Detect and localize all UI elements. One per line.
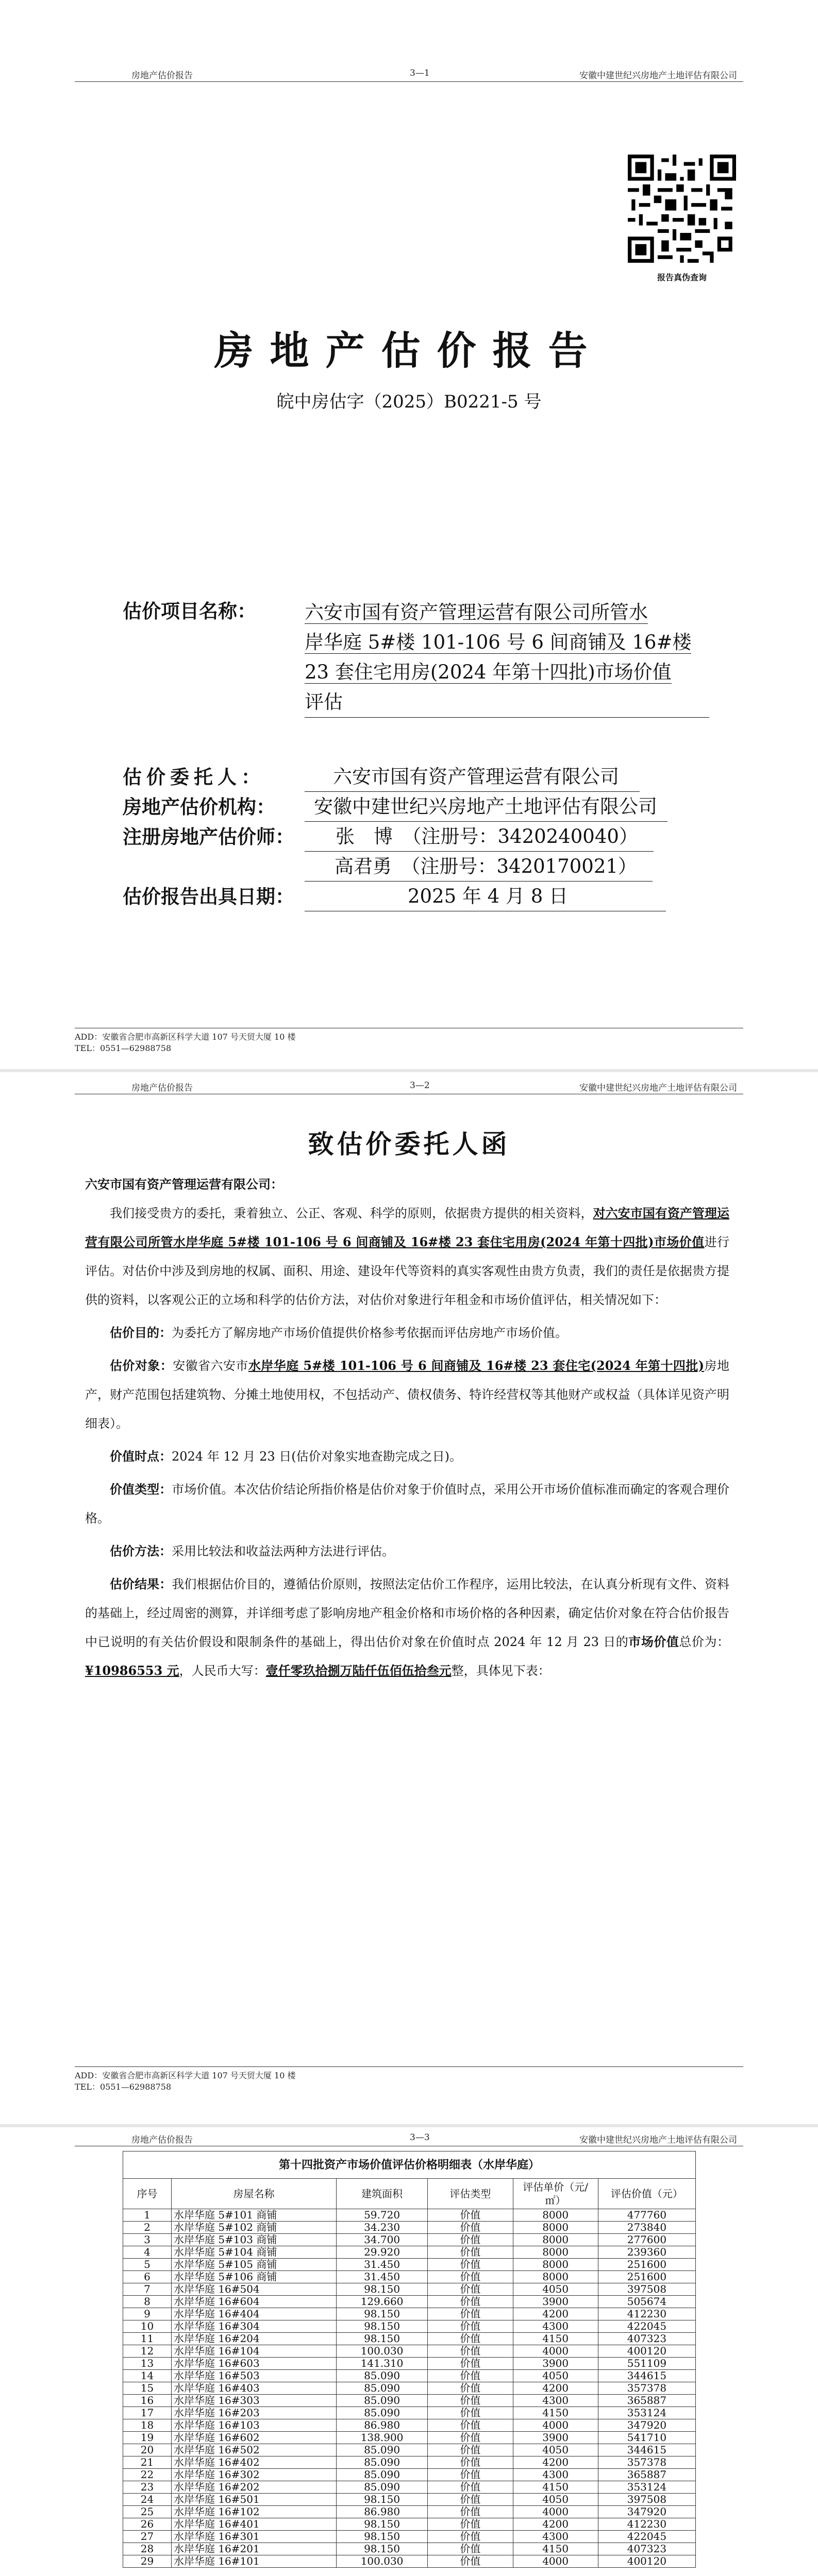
table-cell: 4200 (513, 2382, 598, 2395)
table-cell: 价值 (428, 2320, 513, 2333)
table-cell: 505674 (598, 2296, 695, 2308)
result-paragraph (85, 1570, 729, 1685)
table-cell: 3 (123, 2234, 172, 2246)
table-cell: 4000 (513, 2555, 598, 2568)
table-cell: 34.700 (336, 2234, 427, 2246)
table-cell: 7 (123, 2283, 172, 2296)
table-cell: 价值 (428, 2345, 513, 2358)
table-cell: 98.150 (336, 2320, 427, 2333)
table-cell: 400120 (598, 2555, 695, 2568)
table-cell: 水岸华庭 16#304 (171, 2320, 336, 2333)
table-cell: 价值 (428, 2469, 513, 2481)
table-cell: 水岸华庭 16#604 (171, 2296, 336, 2308)
project-emphasis: 对六安市国有资产管理运营有限公司所管水岸华庭 5#楼 101-106 号 6 间商铺及 16#楼 23 套住宅用房(2024 年第十四批)市场价值 (85, 1206, 730, 1249)
table-row (123, 2234, 696, 2246)
object-pre: 安徽省六安市 (173, 1359, 248, 1373)
table-body (123, 2209, 696, 2568)
table-cell: 2 (123, 2222, 172, 2234)
col-header: 评估价值（元） (598, 2179, 695, 2209)
result-mid: 总价为： (679, 1635, 730, 1649)
table-cell: 4300 (513, 2531, 598, 2543)
total-amount: ¥10986553 元 (85, 1663, 179, 1678)
point-label: 价值时点： (110, 1449, 172, 1464)
table-row (123, 2333, 696, 2345)
table-row (123, 2271, 696, 2283)
object-label: 估价对象： (110, 1358, 173, 1373)
table-cell: 407323 (598, 2333, 695, 2345)
table-header-row (123, 2179, 696, 2209)
table-cell: 价值 (428, 2333, 513, 2345)
table-cell: 价值 (428, 2382, 513, 2395)
table-cell: 407323 (598, 2543, 695, 2555)
appraiser-1: 张 博 （注册号：3420240040） (305, 822, 654, 852)
table-cell: 98.150 (336, 2283, 427, 2296)
table-cell: 8000 (513, 2246, 598, 2259)
footer-tel: TEL：0551—62988758 (75, 1043, 172, 1053)
table-row (123, 2444, 696, 2456)
table-cell: 价值 (428, 2395, 513, 2407)
table-cell: 价值 (428, 2370, 513, 2382)
table-cell: 水岸华庭 16#501 (171, 2494, 336, 2506)
salutation: 六安市国有资产管理运营有限公司： (85, 1177, 283, 1192)
table-cell: 水岸华庭 5#104 商铺 (171, 2246, 336, 2259)
table-cell: 18 (123, 2419, 172, 2432)
table-row (123, 2259, 696, 2271)
table-cell: 水岸华庭 16#302 (171, 2469, 336, 2481)
page-header (75, 2130, 743, 2146)
table-cell: 价值 (428, 2506, 513, 2518)
client-label: 估价委托人： (123, 766, 265, 788)
page-header (75, 66, 743, 82)
table-cell: 29 (123, 2555, 172, 2568)
header-right: 安徽中建世纪兴房地产土地评估有限公司 (579, 2135, 737, 2145)
table-cell: 水岸华庭 16#603 (171, 2358, 336, 2370)
table-cell: 397508 (598, 2283, 695, 2296)
purpose-label: 估价目的： (110, 1325, 172, 1340)
page-number: 3—3 (410, 2132, 430, 2143)
table-cell: 98.150 (336, 2518, 427, 2531)
table-cell: 价值 (428, 2271, 513, 2283)
table-cell: 价值 (428, 2432, 513, 2444)
type-text: 市场价值。本次估价结论所指价格是估价对象于价值时点，采用公开市场价值标准而确定的客观合理价格。 (85, 1482, 730, 1526)
table-cell: 水岸华庭 16#102 (171, 2506, 336, 2518)
table-cell: 价值 (428, 2222, 513, 2234)
table-cell: 3900 (513, 2296, 598, 2308)
table-cell: 水岸华庭 16#402 (171, 2456, 336, 2469)
table-cell: 344615 (598, 2370, 695, 2382)
col-header: 房屋名称 (171, 2179, 336, 2209)
page-footer (75, 2066, 743, 2095)
table-cell: 价值 (428, 2246, 513, 2259)
table-row (123, 2506, 696, 2518)
table-cell: 水岸华庭 16#203 (171, 2407, 336, 2419)
table-cell: 85.090 (336, 2407, 427, 2419)
col-header: 评估单价（元/㎡） (513, 2179, 598, 2209)
letter-body (85, 1170, 729, 1689)
table-row (123, 2531, 696, 2543)
footer-tel: TEL：0551—62988758 (75, 2082, 172, 2092)
header-left: 房地产估价报告 (131, 71, 193, 81)
table-cell: 27 (123, 2531, 172, 2543)
table-cell: 31.450 (336, 2259, 427, 2271)
table-row (123, 2246, 696, 2259)
project-line: 评估 (305, 687, 709, 718)
table-cell: 4300 (513, 2469, 598, 2481)
table-caption: 第十四批资产市场价值评估价格明细表（水岸华庭） (123, 2151, 696, 2179)
table-cell: 水岸华庭 16#403 (171, 2382, 336, 2395)
object-text: 房地产，财产范围包括建筑物、分摊土地使用权，不包括动产、债权债务、特许经营权等其他财产或权益（具体详见资产明细表）。 (85, 1359, 730, 1431)
table-cell: 水岸华庭 16#504 (171, 2283, 336, 2296)
project-name (305, 598, 717, 718)
valuation-table (123, 2151, 696, 2568)
table-cell: 价值 (428, 2296, 513, 2308)
table-cell: 4000 (513, 2345, 598, 2358)
point-text: 2024 年 12 月 23 日(估价对象实地查勘完成之日)。 (172, 1449, 462, 1464)
table-cell: 15 (123, 2382, 172, 2395)
table-cell: 100.030 (336, 2555, 427, 2568)
table-cell: 水岸华庭 16#104 (171, 2345, 336, 2358)
table-cell: 551109 (598, 2358, 695, 2370)
table-cell: 8 (123, 2296, 172, 2308)
table-cell: 3900 (513, 2432, 598, 2444)
table-cell: 4150 (513, 2333, 598, 2345)
table-cell: 422045 (598, 2531, 695, 2543)
table-cell: 347920 (598, 2419, 695, 2432)
table-cell: 4 (123, 2246, 172, 2259)
table-cell: 59.720 (336, 2209, 427, 2222)
table-cell: 422045 (598, 2320, 695, 2333)
table-row (123, 2283, 696, 2296)
table-cell: 3900 (513, 2358, 598, 2370)
table-row (123, 2555, 696, 2568)
method-text: 采用比较法和收益法两种方法进行评估。 (172, 1544, 394, 1558)
table-cell: 4050 (513, 2283, 598, 2296)
table-cell: 水岸华庭 5#106 商铺 (171, 2271, 336, 2283)
result-label: 估价结果： (110, 1577, 172, 1591)
table-cell: 水岸华庭 16#401 (171, 2518, 336, 2531)
table-cell: 34.230 (336, 2222, 427, 2234)
table-cell: 水岸华庭 16#602 (171, 2432, 336, 2444)
table-cell: 357378 (598, 2382, 695, 2395)
amount-mid: ，人民币大写： (179, 1664, 266, 1678)
table-cell: 1 (123, 2209, 172, 2222)
table-cell: 541710 (598, 2432, 695, 2444)
table-cell: 85.090 (336, 2444, 427, 2456)
intro-rest: 进行评估。对估价中涉及到房地的权属、面积、用途、建设年代等资料的真实客观性由贵方负责，我们的责任是依据贵方提供的资料，以客观公正的立场和科学的估价方法，对估价对象进行年租金和市场价值评估，相关情况如下： (85, 1235, 729, 1307)
table-cell: 水岸华庭 16#101 (171, 2555, 336, 2568)
table-cell: 397508 (598, 2494, 695, 2506)
table-cell: 13 (123, 2358, 172, 2370)
table-cell: 86.980 (336, 2506, 427, 2518)
purpose-paragraph (85, 1318, 729, 1347)
table-cell: 129.660 (336, 2296, 427, 2308)
qr-code-icon[interactable] (628, 155, 736, 263)
table-cell: 水岸华庭 16#301 (171, 2531, 336, 2543)
date-row (123, 882, 569, 911)
result-text: 我们根据估价目的，遵循估价原则，按照法定估价工作程序，运用比较法，在认真分析现有文件、资料的基础上，经过周密的测算，并详细考虑了影响房地产租金价格和市场价格的各种因素，确定估价对象在符合估价报告中已说明的有关估价假设和限制条件的基础上，得出估价对象在价值时点 2024 年 12 月 23 日的 (85, 1577, 730, 1649)
page-footer (75, 1028, 743, 1056)
table-cell: 价值 (428, 2494, 513, 2506)
table-cell: 86.980 (336, 2419, 427, 2432)
client-row (123, 762, 619, 792)
date-label: 估价报告出具日期： (123, 885, 294, 908)
table-cell: 98.150 (336, 2531, 427, 2543)
result-emphasis: 市场价值 (628, 1634, 679, 1649)
table-row (123, 2358, 696, 2370)
table-cell: 4150 (513, 2407, 598, 2419)
intro-paragraph (85, 1199, 729, 1314)
table-cell: 价值 (428, 2518, 513, 2531)
table-cell: 水岸华庭 5#103 商铺 (171, 2234, 336, 2246)
table-cell: 239360 (598, 2246, 695, 2259)
table-cell: 353124 (598, 2481, 695, 2494)
col-header: 建筑面积 (336, 2179, 427, 2209)
table-cell: 4000 (513, 2419, 598, 2432)
table-cell: 85.090 (336, 2382, 427, 2395)
table-row (123, 2345, 696, 2358)
cover-page (0, 0, 818, 1069)
table-cell: 100.030 (336, 2345, 427, 2358)
table-cell: 价值 (428, 2543, 513, 2555)
table-cell: 412230 (598, 2518, 695, 2531)
type-label: 价值类型： (110, 1482, 172, 1497)
table-row (123, 2320, 696, 2333)
page-number: 3—2 (410, 1080, 430, 1091)
header-right: 安徽中建世纪兴房地产土地评估有限公司 (579, 71, 737, 81)
table-row (123, 2222, 696, 2234)
table-cell: 水岸华庭 16#103 (171, 2419, 336, 2432)
table-cell: 水岸华庭 5#102 商铺 (171, 2222, 336, 2234)
table-cell: 水岸华庭 16#404 (171, 2308, 336, 2320)
table-cell: 价值 (428, 2456, 513, 2469)
table-cell: 98.150 (336, 2333, 427, 2345)
appraiser-row (123, 822, 638, 852)
table-cell: 价值 (428, 2234, 513, 2246)
amount-end: 整，具体见下表： (451, 1664, 550, 1678)
agency-name: 安徽中建世纪兴房地产土地评估有限公司 (305, 792, 667, 822)
table-cell: 29.920 (336, 2246, 427, 2259)
project-line: 23 套住宅用房(2024 年第十四批)市场价值 (305, 661, 672, 683)
table-row (123, 2494, 696, 2506)
table-cell: 85.090 (336, 2456, 427, 2469)
table-cell: 26 (123, 2518, 172, 2531)
table-cell: 8000 (513, 2209, 598, 2222)
table-cell: 4050 (513, 2370, 598, 2382)
project-row (123, 597, 256, 626)
table-cell: 85.090 (336, 2481, 427, 2494)
table-cell: 251600 (598, 2271, 695, 2283)
table-cell: 85.090 (336, 2395, 427, 2407)
table-cell: 4050 (513, 2494, 598, 2506)
table-cell: 水岸华庭 16#303 (171, 2395, 336, 2407)
table-cell: 9 (123, 2308, 172, 2320)
table-row (123, 2308, 696, 2320)
table-cell: 5 (123, 2259, 172, 2271)
table-cell: 25 (123, 2506, 172, 2518)
table-row (123, 2370, 696, 2382)
table-row (123, 2469, 696, 2481)
method-paragraph (85, 1537, 729, 1566)
table-row (123, 2456, 696, 2469)
table-cell: 477760 (598, 2209, 695, 2222)
table-cell: 8000 (513, 2271, 598, 2283)
agency-label: 房地产估价机构： (123, 795, 275, 818)
appraiser-label: 注册房地产估价师： (123, 825, 294, 848)
table-cell: 19 (123, 2432, 172, 2444)
letter-page (0, 1072, 818, 2124)
table-cell: 水岸华庭 16#503 (171, 2370, 336, 2382)
method-label: 估价方法： (110, 1544, 172, 1558)
table-cell: 4200 (513, 2308, 598, 2320)
table-cell: 23 (123, 2481, 172, 2494)
table-row (123, 2209, 696, 2222)
table-cell: 价值 (428, 2444, 513, 2456)
table-cell: 365887 (598, 2469, 695, 2481)
table-cell: 344615 (598, 2444, 695, 2456)
purpose-text: 为委托方了解房地产市场价值提供价格参考依据而评估房地产市场价值。 (172, 1326, 567, 1340)
point-paragraph (85, 1442, 729, 1471)
table-cell: 277600 (598, 2234, 695, 2246)
header-left: 房地产估价报告 (131, 1083, 193, 1093)
appraiser-2: 高君勇 （注册号：3420170021） (305, 852, 653, 882)
table-row (123, 2543, 696, 2555)
client-name: 六安市国有资产管理运营有限公司 (305, 762, 640, 792)
project-label: 估价项目名称： (123, 600, 256, 622)
table-cell: 价值 (428, 2259, 513, 2271)
table-row (123, 2382, 696, 2395)
project-line: 六安市国有资产管理运营有限公司所管水 (305, 601, 648, 623)
table-row (123, 2518, 696, 2531)
document-number: 皖中房估字（2025）B0221-5 号 (276, 392, 542, 412)
project-line: 岸华庭 5#楼 101-106 号 6 间商铺及 16#楼 (305, 631, 692, 653)
table-cell: 98.150 (336, 2543, 427, 2555)
table-cell: 31.450 (336, 2271, 427, 2283)
table-row (123, 2419, 696, 2432)
header-right: 安徽中建世纪兴房地产土地评估有限公司 (579, 1083, 737, 1093)
table-cell: 水岸华庭 5#101 商铺 (171, 2209, 336, 2222)
table-cell: 4200 (513, 2518, 598, 2531)
table-cell: 4300 (513, 2320, 598, 2333)
table-cell: 4200 (513, 2456, 598, 2469)
table-cell: 水岸华庭 16#201 (171, 2543, 336, 2555)
page-number: 3—1 (410, 68, 430, 78)
table-cell: 6 (123, 2271, 172, 2283)
table-cell: 365887 (598, 2395, 695, 2407)
table-cell: 价值 (428, 2308, 513, 2320)
table-cell: 251600 (598, 2259, 695, 2271)
table-cell: 10 (123, 2320, 172, 2333)
table-cell: 4050 (513, 2444, 598, 2456)
object-paragraph (85, 1351, 729, 1438)
table-row (123, 2296, 696, 2308)
table-row (123, 2481, 696, 2494)
table-cell: 12 (123, 2345, 172, 2358)
table-cell: 价值 (428, 2407, 513, 2419)
table-cell: 价值 (428, 2283, 513, 2296)
table-cell: 21 (123, 2456, 172, 2469)
table-cell: 价值 (428, 2555, 513, 2568)
intro-text: 我们接受贵方的委托，秉着独立、公正、客观、科学的原则，依据贵方提供的相关资料， (110, 1206, 593, 1221)
table-cell: 347920 (598, 2506, 695, 2518)
table-cell: 4300 (513, 2395, 598, 2407)
col-header: 评估类型 (428, 2179, 513, 2209)
table-cell: 8000 (513, 2259, 598, 2271)
table-cell: 17 (123, 2407, 172, 2419)
table-cell: 价值 (428, 2419, 513, 2432)
type-paragraph (85, 1475, 729, 1533)
table-row (123, 2395, 696, 2407)
table-cell: 98.150 (336, 2308, 427, 2320)
table-cell: 水岸华庭 5#105 商铺 (171, 2259, 336, 2271)
col-header: 序号 (123, 2179, 172, 2209)
table-cell: 24 (123, 2494, 172, 2506)
table-cell: 357378 (598, 2456, 695, 2469)
table-cell: 价值 (428, 2481, 513, 2494)
total-amount-chinese: 壹仟零玖拾捌万陆仟伍佰伍拾叁元 (265, 1663, 452, 1678)
table-cell: 98.150 (336, 2494, 427, 2506)
table-cell: 412230 (598, 2308, 695, 2320)
table-cell: 22 (123, 2469, 172, 2481)
report-title: 房地产估价报告 (214, 328, 604, 374)
report-date: 2025 年 4 月 8 日 (305, 882, 666, 911)
table-cell: 4150 (513, 2481, 598, 2494)
table-cell: 85.090 (336, 2370, 427, 2382)
table-cell: 138.900 (336, 2432, 427, 2444)
header-left: 房地产估价报告 (131, 2135, 193, 2145)
table-cell: 28 (123, 2543, 172, 2555)
table-cell: 8000 (513, 2222, 598, 2234)
table-cell: 价值 (428, 2531, 513, 2543)
object-emphasis: 水岸华庭 5#楼 101-106 号 6 间商铺及 16#楼 23 套住宅(2024 年第十四批) (248, 1358, 705, 1373)
table-cell: 4000 (513, 2506, 598, 2518)
letter-title: 致估价委托人函 (308, 1129, 510, 1159)
table-row (123, 2432, 696, 2444)
table-cell: 20 (123, 2444, 172, 2456)
table-cell: 400120 (598, 2345, 695, 2358)
table-cell: 141.310 (336, 2358, 427, 2370)
table-cell: 11 (123, 2333, 172, 2345)
table-cell: 4150 (513, 2543, 598, 2555)
table-cell: 价值 (428, 2358, 513, 2370)
table-cell: 水岸华庭 16#204 (171, 2333, 336, 2345)
qr-caption: 报告真伪查询 (657, 273, 707, 282)
page-header (75, 1078, 743, 1094)
table-cell: 8000 (513, 2234, 598, 2246)
table-cell: 水岸华庭 16#502 (171, 2444, 336, 2456)
table-cell: 85.090 (336, 2469, 427, 2481)
footer-address: ADD：安徽省合肥市高新区科学大道 107 号天贸大厦 10 楼 (75, 1032, 296, 1042)
table-cell: 273840 (598, 2222, 695, 2234)
table-cell: 水岸华庭 16#202 (171, 2481, 336, 2494)
table-row (123, 2407, 696, 2419)
table-cell: 14 (123, 2370, 172, 2382)
agency-row (123, 792, 657, 822)
footer-address: ADD：安徽省合肥市高新区科学大道 107 号天贸大厦 10 楼 (75, 2071, 296, 2080)
table-cell: 16 (123, 2395, 172, 2407)
table-cell: 价值 (428, 2209, 513, 2222)
table-cell: 353124 (598, 2407, 695, 2419)
